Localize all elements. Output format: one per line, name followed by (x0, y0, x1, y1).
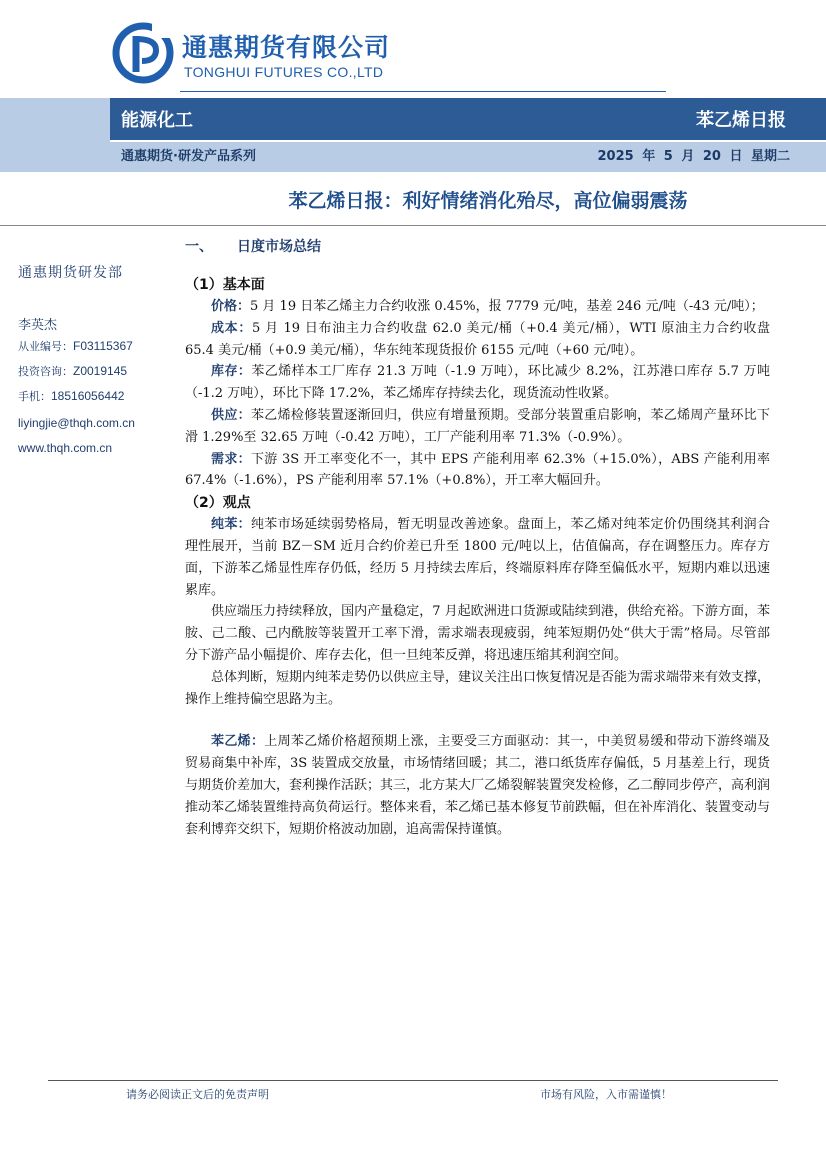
paragraph-cost (185, 318, 770, 362)
header-band (0, 98, 826, 172)
paragraph-text: 5 月 19 日苯乙烯主力合约收涨 0.45%，报 7779 元/吨，基差 246 元/吨（-43 元/吨）； (250, 299, 764, 314)
company-name-cn: 通惠期货有限公司 (182, 33, 391, 62)
sidebar-row-key: 手机： (18, 390, 51, 403)
section-title: 日度市场总结 (237, 239, 321, 255)
subsection-fundamentals-heading: （1）基本面 (185, 277, 265, 293)
footer-risk-note: 市场有风险，入市需谨慎！ (540, 1088, 672, 1101)
sidebar-row-key: 从业编号： (18, 340, 73, 353)
paragraph-supply (185, 405, 770, 449)
paragraph-benzene-1 (185, 514, 770, 601)
main-content (185, 234, 770, 840)
sidebar-phone-row (18, 388, 124, 404)
paragraph-label: 供应： (211, 407, 251, 423)
paragraph-price (185, 296, 770, 318)
paragraph-benzene-3: 总体判断，短期内纯苯走势仍以供应主导，建议关注出口恢复情况是否能为需求端带来有效支撑，操作上维持偏空思路为主。 (185, 669, 771, 707)
paragraph-text: 下游 3S 开工率变化不一，其中 EPS 产能利用率 62.3%（+15.0%），ABS 产能利用率 67.4%（-1.6%），PS 产能利用率 57.1%（+0.8%），开工率大幅回升。 (185, 451, 770, 489)
section-heading (185, 236, 770, 262)
footer-divider (48, 1080, 778, 1081)
report-date: 2025 年 5 月 20 日 星期二 (597, 149, 790, 164)
paragraph-text: 5 月 19 日布油主力合约收盘 62.0 美元/桶（+0.4 美元/桶），WTI 原油主力合约收盘 65.4 美元/桶（+0.9 美元/桶），华东纯苯现货报价 6155 元/吨（+60 元/吨）。 (185, 320, 770, 358)
sidebar-email-link[interactable]: liyingjie@thqh.com.cn (18, 416, 135, 430)
report-series: 通惠期货·研发产品系列 (121, 149, 256, 164)
sidebar-department: 通惠期货研发部 (18, 265, 123, 281)
paragraph-benzene-2: 供应端压力持续释放，国内产量稳定，7 月起欧洲进口货源或陆续到港，供给充裕。下游方面，苯胺、己二酸、己内酰胺等装置开工率下滑，需求端表现疲弱，纯苯短期仍处“供大于需”格局。尽管部分下游产品小幅提价、库存去化，但一旦纯苯反弹，将迅速压缩其利润空间。 (185, 604, 770, 663)
logo-emblem-icon (112, 22, 174, 84)
logo-divider (180, 91, 666, 92)
sidebar-author: 李英杰 (18, 318, 58, 333)
title-divider (0, 225, 826, 226)
paragraph-inventory (185, 361, 770, 405)
paragraph-text: 苯乙烯样本工厂库存 21.3 万吨（-1.9 万吨），环比减少 8.2%，江苏港口库存 5.7 万吨（-1.2 万吨），环比下降 17.2%，苯乙烯库存持续去化，现货流动性收紧。 (185, 364, 770, 402)
paragraph-label: 纯苯： (211, 517, 251, 533)
paragraph-label: 库存： (211, 364, 252, 380)
paragraph-label: 苯乙烯： (211, 734, 265, 750)
header-band-divider (110, 140, 826, 142)
subsection-views-heading: （2）观点 (185, 495, 251, 512)
sidebar-website-link[interactable]: www.thqh.com.cn (18, 441, 113, 455)
sidebar-license-row (18, 338, 133, 354)
sidebar-row-value: F03115367 (73, 339, 133, 353)
paragraph-label: 需求： (211, 451, 251, 467)
paragraph-text: 苯乙烯检修装置逐渐回归，供应有增量预期。受部分装置重启影响，苯乙烯周产量环比下滑 1.29%至 32.65 万吨（-0.42 万吨），工厂产能利用率 71.3%（-0.9%）。 (185, 407, 770, 445)
document-title: 苯乙烯日报：利好情绪消化殆尽，高位偏弱震荡 (288, 190, 688, 212)
report-type: 苯乙烯日报 (696, 110, 786, 131)
paragraph-label: 成本： (211, 320, 252, 336)
company-name-en: TONGHUI FUTURES CO.,LTD (184, 64, 384, 80)
sidebar-consult-row (18, 363, 127, 379)
footer-disclaimer: 请务必阅读正文后的免责声明 (126, 1088, 269, 1101)
report-category: 能源化工 (121, 110, 193, 131)
company-logo (112, 22, 412, 88)
paragraph-label: 价格： (211, 299, 251, 314)
paragraph-spacer (185, 710, 770, 731)
sidebar-row-key: 投资咨询： (18, 365, 73, 378)
sidebar-row-value: Z0019145 (73, 364, 128, 378)
paragraph-styrene (185, 731, 770, 840)
section-number: 一、 (185, 239, 213, 255)
paragraph-demand (185, 449, 770, 493)
sidebar-row-value: 18516056442 (51, 389, 125, 403)
paragraph-text: 上周苯乙烯价格超预期上涨，主要受三方面驱动：其一，中美贸易缓和带动下游终端及贸易商集中补库，3S 装置成交放量，市场情绪回暖；其二，港口纸货库存偏低，5 月基差上行，现货与期货价差加大，套利操作活跃；其三，北方某大厂乙烯裂解装置突发检修，乙二醇同步停产，高利润推动苯乙烯装置维持高负荷运行。整体来看，苯乙烯已基本修复节前跌幅，但在补库消化、装置变动与套利博弈交织下，短期价格波动加剧，追高需保持谨慎。 (185, 734, 771, 837)
paragraph-text: 纯苯市场延续弱势格局，暂无明显改善迹象。盘面上，苯乙烯对纯苯定价仍围绕其利润合理性展开，当前 BZ－SM 近月合约价差已升至 1800 元/吨以上，估值偏高，存在调整压力。库存方面，下游苯乙烯显性库存仍低，经历 5 月持续去库后，终端原料库存降至偏低水平，短期内难以迅速累库。 (185, 517, 770, 598)
